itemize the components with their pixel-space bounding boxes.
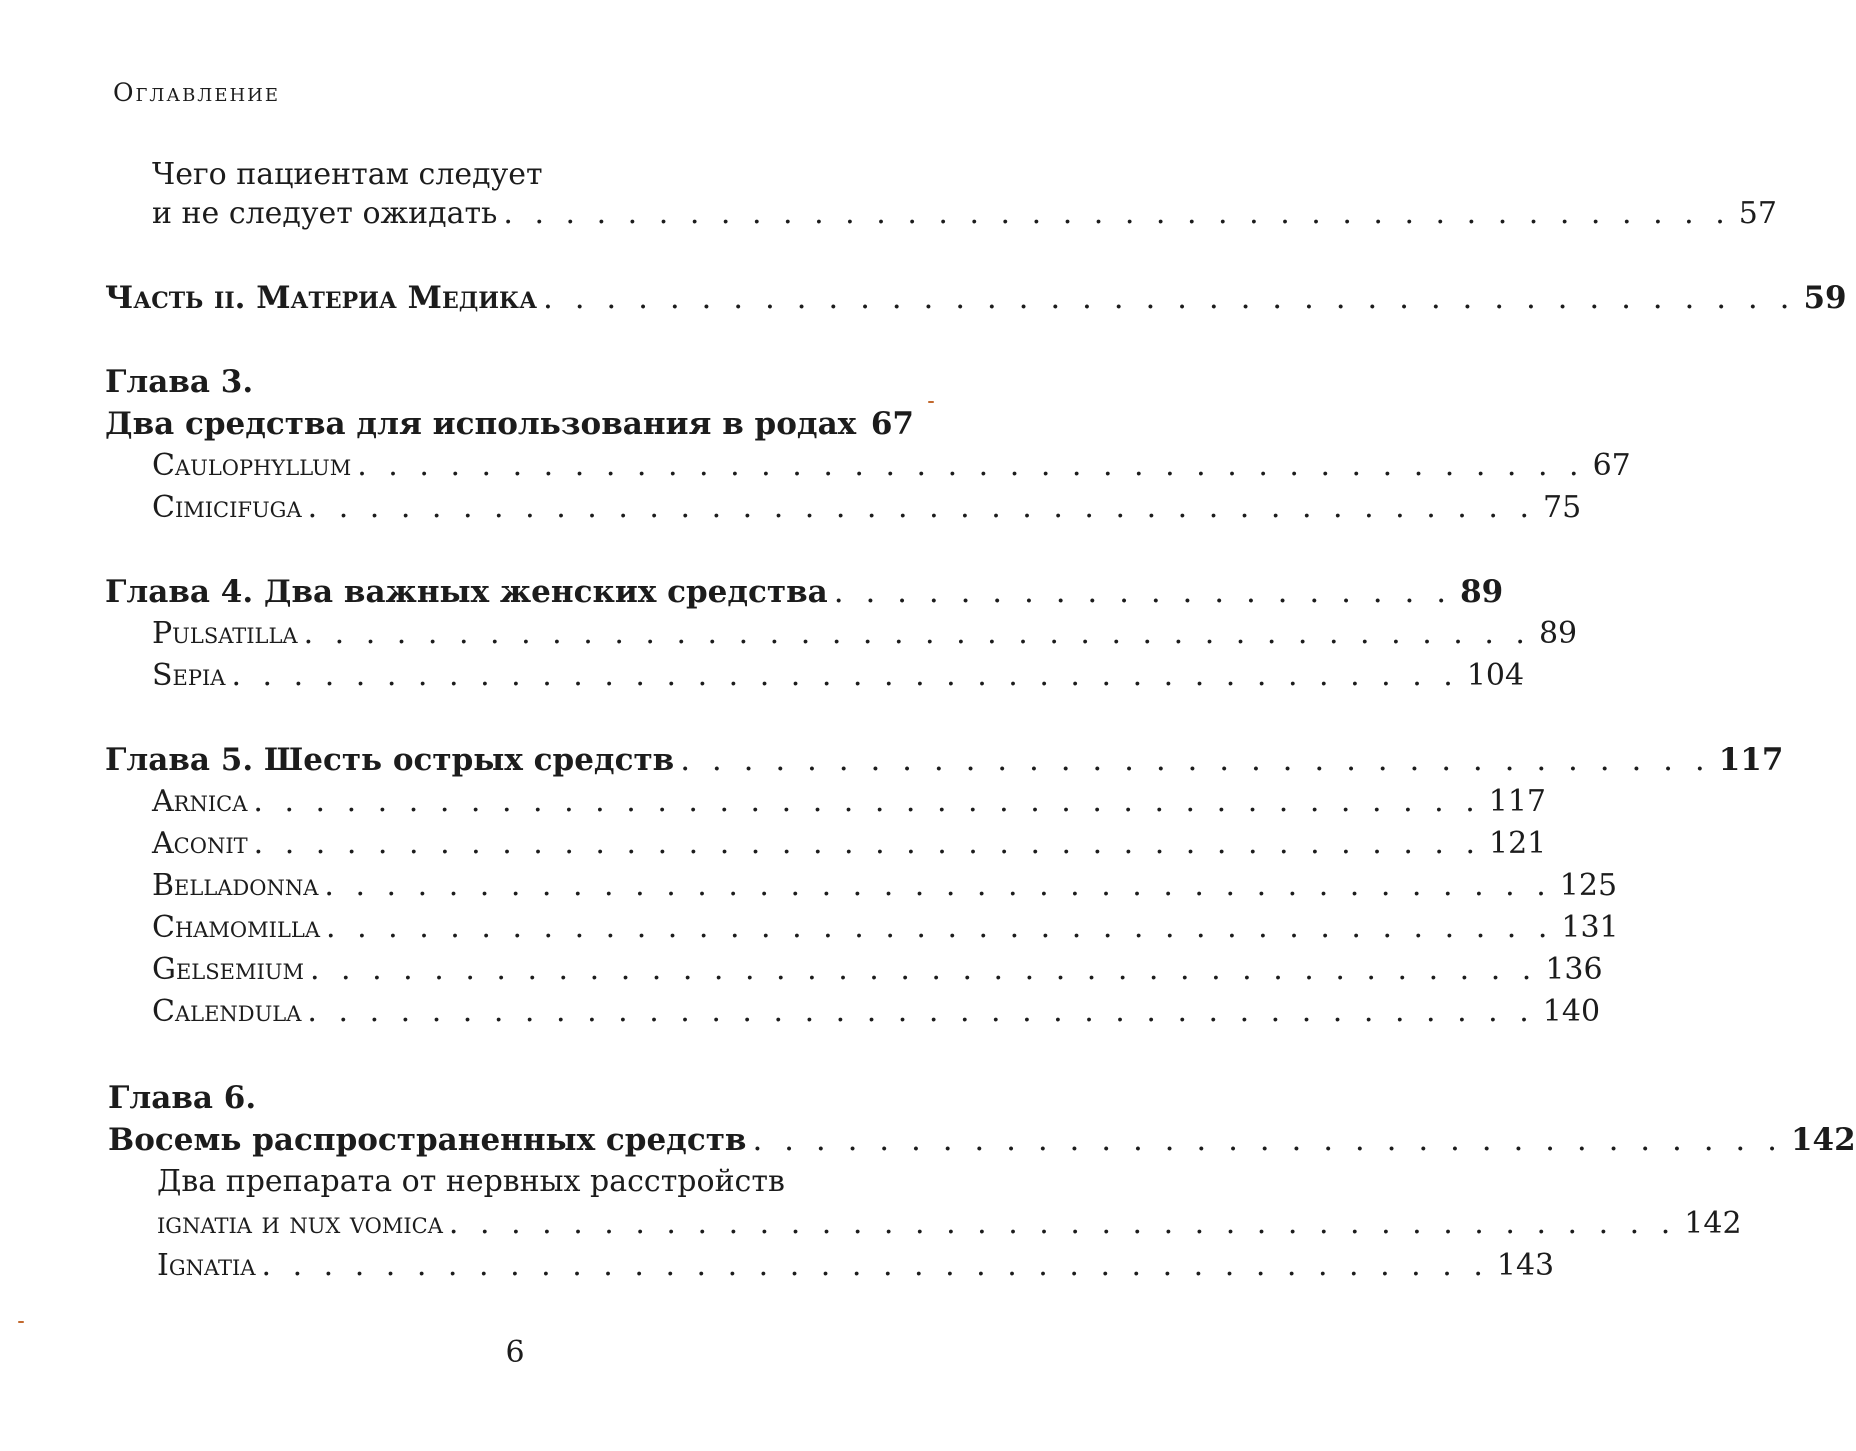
toc-entry-calendula xyxy=(152,994,1601,1036)
leader-dots: . . . . . . . . . . . . . . . . . . . . . . . . . . . . . . . . . . . . . . . . xyxy=(448,1206,1677,1241)
toc-entry-page: 104 xyxy=(1466,658,1525,693)
toc-chapter-5 xyxy=(105,742,1784,784)
toc-entry-page: 140 xyxy=(1542,994,1601,1029)
toc-entry-intro-line1: Чего пациентам следует xyxy=(152,157,543,192)
toc-entry-gelsemium xyxy=(152,952,1603,994)
leader-dots: . . . . . . . . . . . . . . . . . . . . . . . . . . . . . . . . . . . . . . . . xyxy=(303,616,1531,651)
toc-part-title: Часть ii. Материа Медика xyxy=(105,280,537,316)
toc-chapter-title: Два средства для использования в родах xyxy=(105,406,857,442)
leader-dots: . . . . . . . . . . . . . . . . . . . . . . . . . . . . . . . . . . . . . . . . xyxy=(231,658,1459,693)
toc-entry-title: ignatia и nux vomica xyxy=(157,1206,443,1241)
toc-entry-page: 121 xyxy=(1489,826,1547,861)
running-head: Оглавление xyxy=(113,78,280,107)
toc-chapter-6 xyxy=(108,1122,1856,1164)
toc-entry-title: Aconit xyxy=(152,826,248,861)
leader-dots: . . . . . . . . . . . . . . . . . . . . . . . . . . . . . . . . . . . . . . . . xyxy=(309,952,1538,987)
chapter-6-label: Глава 6. xyxy=(108,1080,257,1116)
toc-entry-cimicifuga xyxy=(152,490,1582,532)
toc-chapter-4 xyxy=(105,574,1504,616)
leader-dots: . . . . . . . . . . . . . . . . . . . . . . . . . . . . . . . . . xyxy=(680,742,1711,778)
toc-entry-title: Arnica xyxy=(152,784,248,819)
leader-dots: . . . . . . . . . . . . . . . . . . . . . . . . . . . . . . . . . . . . . . . . xyxy=(261,1248,1489,1283)
toc-entry-page: 89 xyxy=(1538,616,1578,651)
toc-entry-title: Chamomilla xyxy=(152,910,321,945)
toc-chapter-page: 142 xyxy=(1790,1122,1856,1158)
leader-dots: . . . . . . . . . . . . . . . . . . . . . . . . . . . . . . . . . . . . . . . . xyxy=(357,448,1585,483)
toc-entry-page: 131 xyxy=(1561,910,1619,945)
chapter-3-label: Глава 3. xyxy=(105,364,254,400)
toc-part-page: 59 xyxy=(1803,280,1847,316)
toc-entry-caulophyllum xyxy=(152,448,1631,490)
toc-entry-title: Sepia xyxy=(152,658,226,693)
leader-dots: . . . . . . . . . . . . . . . . . . . . . . . . . . . . . . . . . . . . . . . . xyxy=(253,826,1481,861)
toc-chapter-title: Глава 5. Шесть острых средств xyxy=(105,742,675,778)
leader-dots xyxy=(862,406,863,442)
toc-entry-title: Caulophyllum xyxy=(152,448,352,483)
leader-dots: . . . . . . . . . . . . . . . . . . . . . . . . . . . . . . . . . . . . . . . . xyxy=(324,868,1552,903)
leader-dots: . . . . . . . . . . . . . . . . . . . . . . . . . . . . . . . . . . . . . . . . xyxy=(253,784,1481,819)
leader-dots: . . . . . . . . . . . . . . . . . . . . xyxy=(833,574,1453,610)
toc-chapter-page: 89 xyxy=(1460,574,1504,610)
toc-entry-page: 75 xyxy=(1542,490,1582,525)
page-number: 6 xyxy=(505,1335,525,1370)
print-speck xyxy=(18,1321,24,1323)
toc-entry-page: 143 xyxy=(1496,1248,1555,1283)
toc-entry-arnica xyxy=(152,784,1547,826)
toc-entry-page: 125 xyxy=(1559,868,1618,903)
leader-dots: . . . . . . . . . . . . . . . . . . . . . . . . . . . . . . . . . . . . . . . . xyxy=(326,910,1554,945)
leader-dots: . . . . . . . . . . . . . . . . . . . . . . . . . . . . . . . . . . . . . . . . xyxy=(307,994,1535,1029)
leader-dots: . . . . . . . . . . . . . . . . . . . . . . . . . . . . . . . . . . . . . . . . xyxy=(307,490,1535,525)
toc-entry-page: 136 xyxy=(1545,952,1603,987)
toc-entry-title: Belladonna xyxy=(152,868,319,903)
toc-section-nervous xyxy=(157,1206,1742,1248)
toc-entry-title: Ignatia xyxy=(157,1248,256,1283)
toc-part-2 xyxy=(105,280,1847,322)
print-speck xyxy=(928,401,934,403)
toc-entry-page: 67 xyxy=(1592,448,1631,483)
toc-entry-aconit xyxy=(152,826,1547,868)
toc-entry-page: 142 xyxy=(1684,1206,1742,1241)
leader-dots: . . . . . . . . . . . . . . . . . . . . . . . . . . . . . . . . . . . . . . . . xyxy=(503,196,1731,231)
toc-entry-title: Pulsatilla xyxy=(152,616,298,651)
toc-entry-title: Gelsemium xyxy=(152,952,304,987)
toc-entry-sepia xyxy=(152,658,1525,700)
toc-entry-ignatia xyxy=(157,1248,1555,1290)
toc-chapter-page: 67 xyxy=(870,406,914,442)
toc-entry-title: и не следует ожидать xyxy=(152,196,498,231)
toc-entry-chamomilla xyxy=(152,910,1619,952)
toc-entry-page: 57 xyxy=(1738,196,1777,231)
toc-entry-intro xyxy=(152,196,1777,238)
leader-dots: . . . . . . . . . . . . . . . . . . . . . . . . . . . . . . . . . . . . . . . . xyxy=(543,280,1796,316)
toc-entry-belladonna xyxy=(152,868,1618,910)
toc-entry-title: Calendula xyxy=(152,994,302,1029)
toc-entry-title: Cimicifuga xyxy=(152,490,302,525)
toc-chapter-title: Восемь распространенных средств xyxy=(108,1122,747,1158)
toc-section-line1: Два препарата от нервных расстройств xyxy=(157,1164,785,1199)
toc-chapter-page: 117 xyxy=(1718,742,1784,778)
leader-dots: . . . . . . . . . . . . . . . . . . . . . . . . . . . . . . . . . xyxy=(752,1122,1783,1158)
toc-entry-pulsatilla xyxy=(152,616,1578,658)
toc-chapter-title: Глава 4. Два важных женских средства xyxy=(105,574,828,610)
toc-entry-page: 117 xyxy=(1488,784,1547,819)
toc-chapter-3 xyxy=(105,406,914,448)
